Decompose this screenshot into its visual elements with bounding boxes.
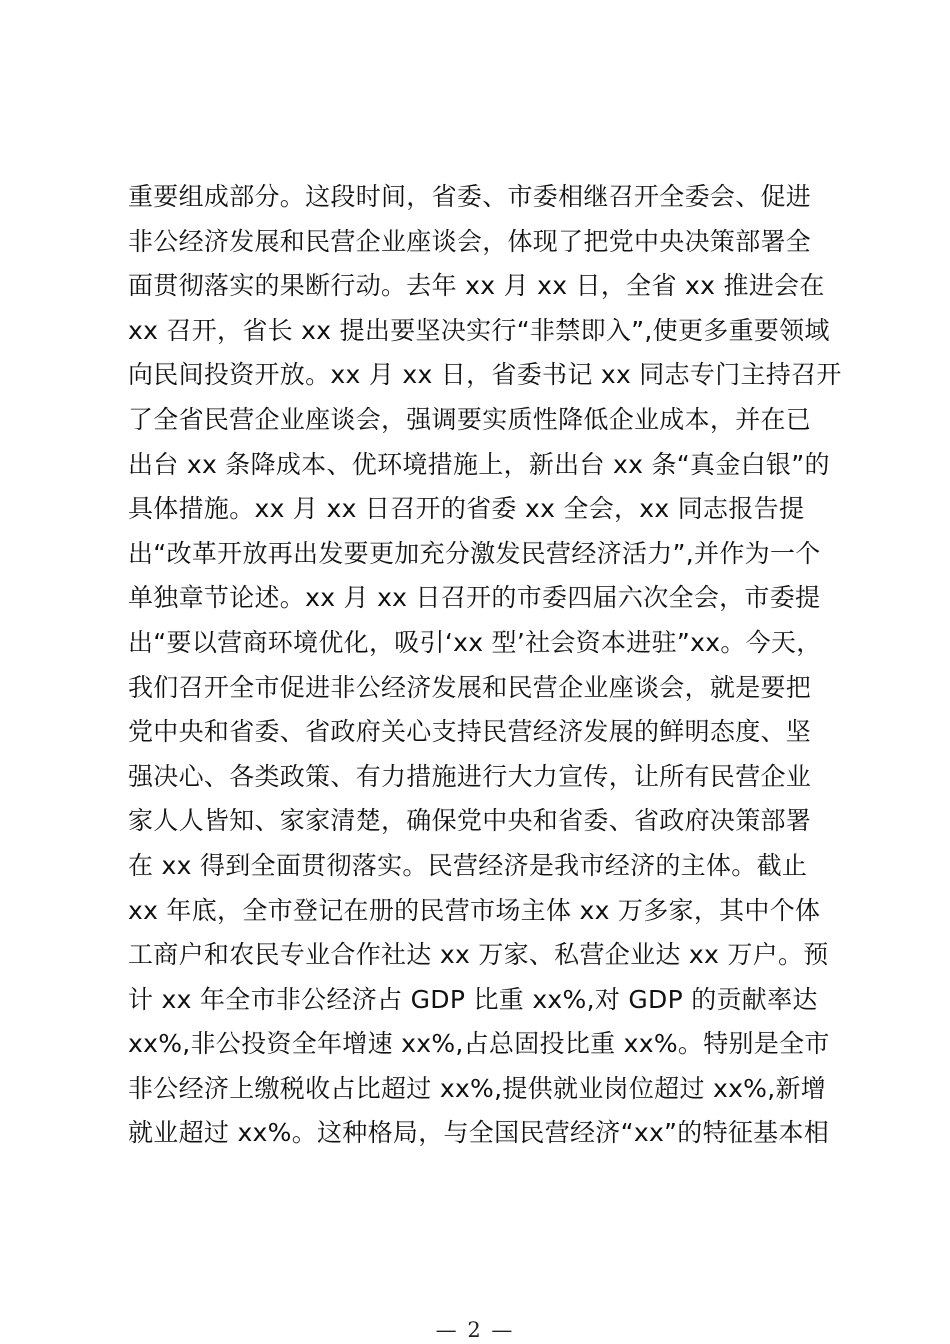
body-text-line: 计 xx 年全市非公经济占 GDP 比重 xx%,对 GDP 的贡献率达 (128, 984, 818, 1014)
body-text-line: 单独章节论述。xx 月 xx 日召开的市委四届六次全会，市委提 (128, 583, 821, 613)
body-text-line: 我们召开全市促进非公经济发展和民营企业座谈会，就是要把 (128, 672, 812, 702)
body-text-line: 向民间投资开放。xx 月 xx 日，省委书记 xx 同志专门主持召开 (128, 360, 842, 390)
body-text-line: 在 xx 得到全面贯彻落实。民营经济是我市经济的主体。截止 (128, 850, 808, 880)
body-text-line: 就业超过 xx%。这种格局，与全国民营经济“xx”的特征基本相 (128, 1118, 830, 1148)
body-text-line: 具体措施。xx 月 xx 日召开的省委 xx 全会，xx 同志报告提 (128, 494, 805, 524)
body-text-line: 家人人皆知、家家清楚，确保党中央和省委、省政府决策部署 (128, 806, 812, 836)
body-text-line: 面贯彻落实的果断行动。去年 xx 月 xx 日，全省 xx 推进会在 (128, 271, 825, 301)
document-body (128, 175, 842, 1156)
body-text-line: xx 年底，全市登记在册的民营市场主体 xx 万多家，其中个体 (128, 895, 821, 925)
body-text-line: 出“要以营商环境优化，吸引‘xx 型’社会资本进驻”xx。今天， (128, 627, 822, 657)
body-text-line: 工商户和农民专业合作社达 xx 万家、私营企业达 xx 万户。预 (128, 940, 829, 970)
body-text-line: xx 召开，省长 xx 提出要坚决实行“非禁即入”,使更多重要领域 (128, 315, 830, 345)
page-number: — 2 — (435, 1318, 515, 1342)
body-text-line: 出台 xx 条降成本、优环境措施上，新出台 xx 条“真金白银”的 (128, 449, 830, 479)
body-text-line: 党中央和省委、省政府关心支持民营经济发展的鲜明态度、坚 (128, 717, 812, 747)
body-text-line: 非公经济上缴税收占比超过 xx%,提供就业岗位超过 xx%,新增 (128, 1073, 827, 1103)
body-text-line: xx%,非公投资全年增速 xx%,占总固投比重 xx%。特别是全市 (128, 1029, 830, 1059)
body-text-line: 出“改革开放再出发要更加充分激发民营经济活力”,并作为一个 (128, 538, 821, 568)
body-text-line: 非公经济发展和民营企业座谈会，体现了把党中央决策部署全 (128, 226, 812, 256)
body-text-line: 重要组成部分。这段时间，省委、市委相继召开全委会、促进 (128, 182, 812, 211)
body-text-line: 了全省民营企业座谈会，强调要实质性降低企业成本，并在已 (128, 404, 812, 434)
body-text-line: 强决心、各类政策、有力措施进行大力宣传，让所有民营企业 (128, 761, 812, 791)
